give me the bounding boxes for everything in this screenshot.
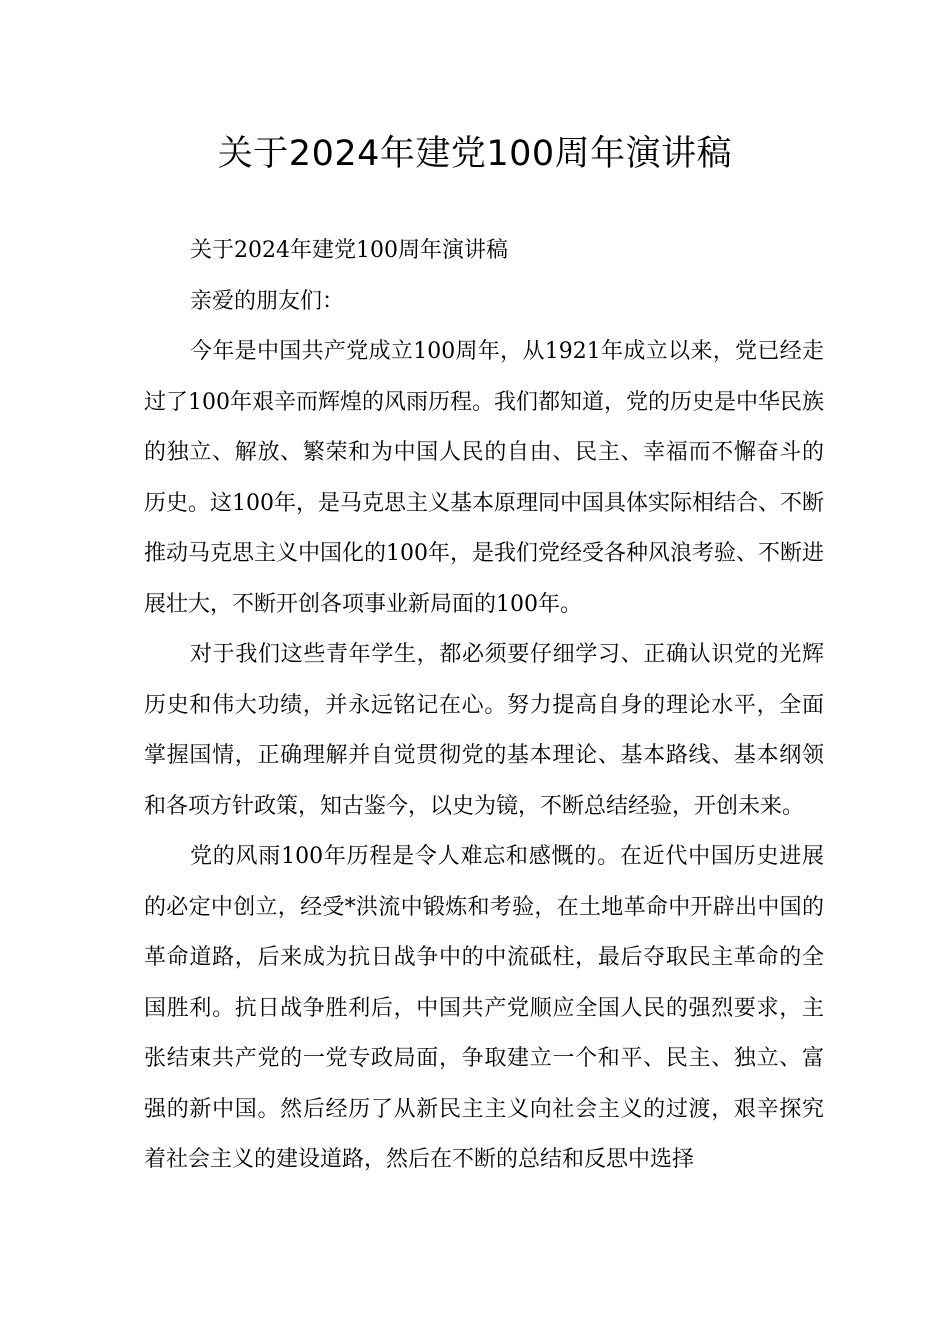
paragraph-subtitle: 关于2024年建党100周年演讲稿 — [190, 238, 508, 263]
paragraph-2: 对于我们这些青年学生，都必须要仔细学习、正确认识党的光辉历史和伟大功绩，并永远铭记在心。努力提高自身的理论水平，全面掌握国情，正确理解并自觉贯彻党的基本理论、基本路线、基本纲领和各项方针政策，知古鉴今，以史为镜，不断总结经验，开创未来。 — [144, 642, 824, 819]
document-title: 关于2024年建党100周年演讲稿 — [217, 134, 733, 174]
document-body — [144, 226, 824, 1186]
paragraph-3: 党的风雨100年历程是令人难忘和感慨的。在近代中国历史进展的必定中创立，经受*洪流中锻炼和考验，在土地革命中开辟出中国的革命道路，后来成为抗日战争中的中流砥柱，最后夺取民主革命的全国胜利。抗日战争胜利后，中国共产党顺应全国人民的强烈要求，主张结束共产党的一党专政局面，争取建立一个和平、民主、独立、富强的新中国。然后经历了从新民主主义向社会主义的过渡，艰辛探究着社会主义的建设道路，然后在不断的总结和反思中选择 — [144, 844, 824, 1172]
paragraph-greeting: 亲爱的朋友们： — [190, 288, 345, 314]
paragraph-1: 今年是中国共产党成立100周年，从1921年成立以来，党已经走过了100年艰辛而辉煌的风雨历程。我们都知道，党的历史是中华民族的独立、解放、繁荣和为中国人民的自由、民主、幸福而不懈奋斗的历史。这100年，是马克思主义基本原理同中国具体实际相结合、不断推动马克思主义中国化的100年，是我们党经受各种风浪考验、不断进展壮大，不断开创各项事业新局面的100年。 — [144, 339, 824, 617]
